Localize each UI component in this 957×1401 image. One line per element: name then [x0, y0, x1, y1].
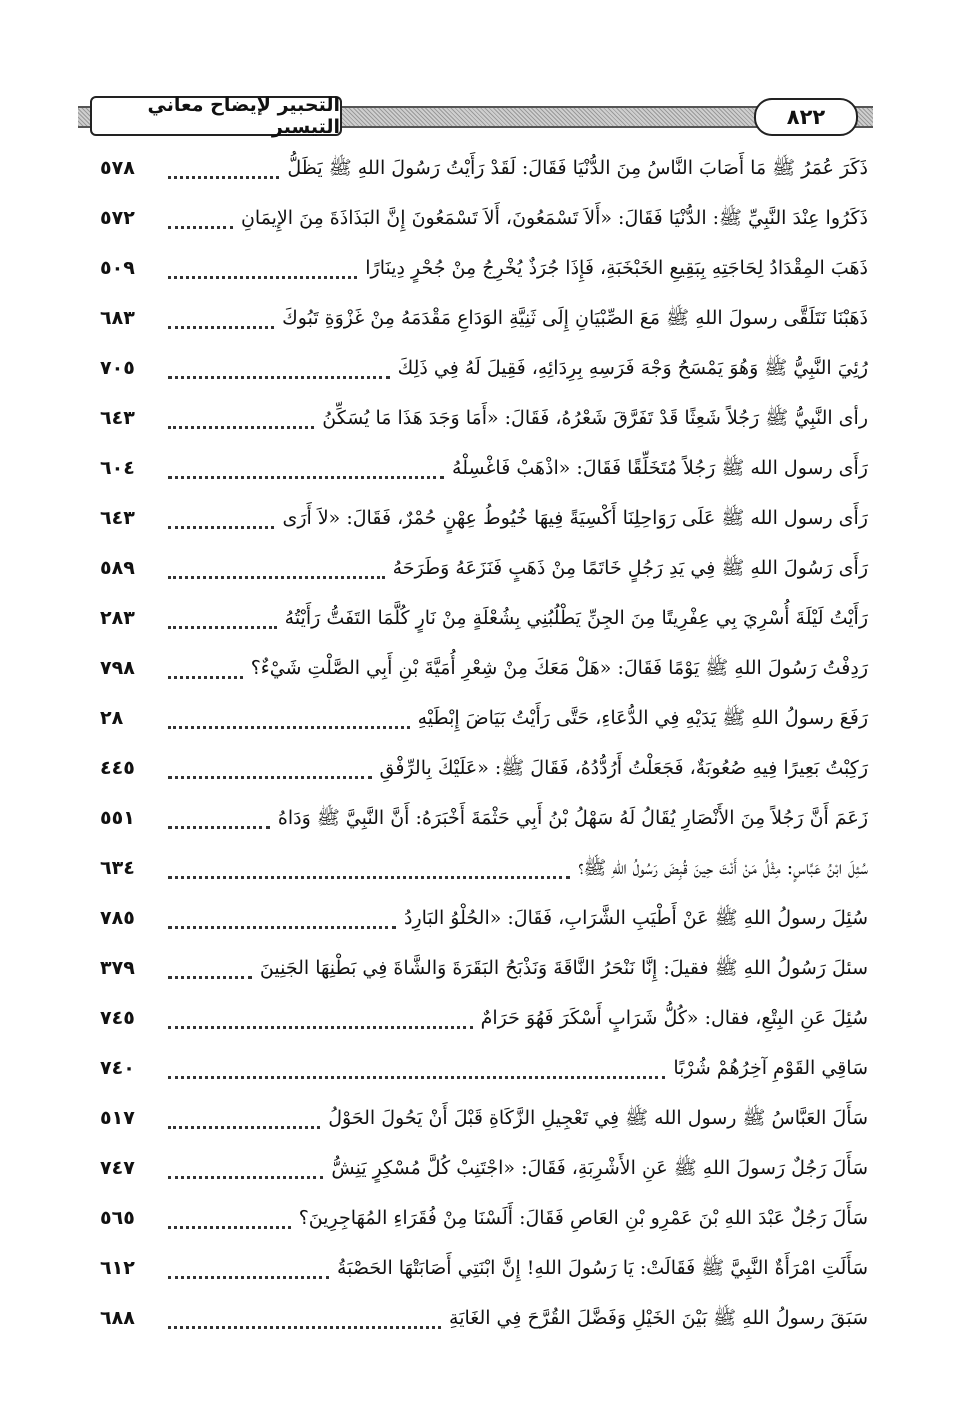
entry-page-number: ٧٩٨ — [100, 657, 135, 679]
index-list — [100, 143, 868, 1343]
index-entry — [100, 393, 868, 443]
index-entry — [100, 543, 868, 593]
entry-page-number: ٧٤٥ — [100, 1007, 135, 1029]
entry-text: سئلَ رَسُولُ اللهِ ﷺ فقيلَ: إِنَّا نَنْحَرُ النَّاقَةَ وَنَذْبَحُ البَقَرَةَ وَالشَّاةَ فِي بَطْنِهَا الجَنِينَ — [259, 957, 868, 979]
entry-page-number: ٦١٢ — [100, 1257, 135, 1279]
page-number: ٨٢٢ — [754, 98, 858, 136]
dot-leader — [168, 176, 279, 179]
index-entry — [100, 793, 868, 843]
entry-page-number: ٣٧٩ — [100, 957, 135, 979]
entry-page-number: ٦٤٣ — [100, 407, 135, 429]
dot-leader — [168, 1276, 329, 1279]
entry-page-number: ٦٤٣ — [100, 507, 135, 529]
dot-leader — [168, 1026, 473, 1029]
entry-text: رأى النَّبِيُّ ﷺ رَجُلاً شَعِثًا قَدْ تَفَرَّقَ شَعْرُهُ، فَقَالَ: «أَمَا وَجَدَ هَذَا مَا يُسَكِّنُ — [322, 407, 868, 429]
index-entry — [100, 243, 868, 293]
index-entry — [100, 693, 868, 743]
dot-leader — [168, 726, 410, 729]
index-entry — [100, 1043, 868, 1093]
entry-page-number: ٥٨٩ — [100, 557, 135, 579]
entry-page-number: ٥٧٨ — [100, 157, 135, 179]
book-title: التحبير لإيضاح معاني التيسير — [90, 96, 342, 136]
entry-text: سُئِلَ عَنِ البِتْعِ، فقال: «كُلُّ شَرَابٍ أَسْكَرَ فَهُوَ حَرَامٌ — [480, 1007, 868, 1029]
dot-leader — [168, 476, 444, 479]
dot-leader — [168, 576, 385, 579]
dot-leader — [168, 326, 274, 329]
index-entry — [100, 893, 868, 943]
index-entry — [100, 293, 868, 343]
entry-page-number: ٤٤٥ — [100, 757, 135, 779]
entry-text: رُئِيَ النَّبِيُّ ﷺ وَهُوَ يَمْسَحُ وَجْهَ فَرَسِهِ بِرِدَائِهِ، فَقِيلَ لَهُ فِي ذَلِكَ — [397, 357, 868, 379]
dot-leader — [168, 376, 390, 379]
dot-leader — [168, 1226, 291, 1229]
entry-text: ذَهَبْنَا نَتَلَقَّى رسولَ اللهِ ﷺ مَعَ الصِّبْيَانِ إِلَى ثَنِيَّةِ الوَدَاعِ مَقْدَمَهُ مِنْ غَزْوَةِ تَبُوكَ — [282, 307, 868, 329]
index-entry — [100, 993, 868, 1043]
dot-leader — [168, 876, 570, 879]
index-entry — [100, 1193, 868, 1243]
dot-leader — [168, 776, 372, 779]
entry-text: سَاقِي القَوْمِ آخِرُهُمْ شُرْبًا — [673, 1057, 868, 1079]
index-entry — [100, 743, 868, 793]
index-entry — [100, 943, 868, 993]
entry-page-number: ٦٨٨ — [100, 1307, 135, 1329]
index-entry — [100, 593, 868, 643]
dot-leader — [168, 626, 277, 629]
dot-leader — [168, 426, 314, 429]
entry-page-number: ٥٦٥ — [100, 1207, 135, 1229]
entry-text: رَفَعَ رسولُ اللهِ ﷺ يَدَيْهِ فِي الدُّعَاءِ، حَتَّى رَأَيْتُ بَيَاضَ إِبْطَيْهِ — [417, 707, 868, 729]
index-entry — [100, 143, 868, 193]
entry-page-number: ٧٨٥ — [100, 907, 135, 929]
entry-text: رَأَى رَسُولَ اللهِ ﷺ فِي يَدِ رَجُلٍ خَاتَمًا مِنْ ذَهَبٍ فَنَزَعَهُ وَطَرَحَهُ — [392, 557, 868, 579]
entry-page-number: ٥٠٩ — [100, 257, 135, 279]
entry-page-number: ٦٨٣ — [100, 307, 135, 329]
entry-text: سُئِلَ ابْنُ عَبَّاسٍ: مِثْلُ مَنْ أَنْتَ حِينَ قُبِضَ رَسُولُ اللهِ ﷺ؟ — [578, 857, 868, 879]
dot-leader — [168, 1076, 665, 1079]
entry-page-number: ٥٥١ — [100, 807, 135, 829]
entry-text: رَأَى رسول الله ﷺ رَجُلاً مُتَخَلِّقًا فَقَالَ: «اذْهَبْ فَاغْسِلْهُ — [452, 457, 868, 479]
entry-text: رَكِبْتُ بَعِيرًا فِيهِ صُعُوبَةٌ، فَجَعَلْتُ أَرُدُّدُهُ، فَقَالَ ﷺ: «عَلَيْكَ بِالرِّفْقِ — [379, 757, 868, 779]
entry-text: ذَكَرُوا عِنْدَ النَّبِيِّ ﷺ: الدُّنْيَا فَقَالَ: «أَلاَ تَسْمَعُونَ، أَلاَ تَسْمَعُونَ إِنَّ البَذَاذَةَ مِنَ الإِيمَانِ — [240, 207, 868, 229]
entry-text: سَأَلَتِ امْرَأَةٌ النَّبِيَّ ﷺ فَقَالَتْ: يَا رَسُولَ اللهِ! إِنَّ ابْنَتِي أَصَابَتْهَا الحَصْبَةُ — [337, 1257, 868, 1279]
entry-text: سَأَلَ رَجُلٌ رَسولَ اللهِ ﷺ عَنِ الأَشْرِبَةِ، فَقَالَ: «اجْتَنِبْ كُلَّ مُسْكِرٍ يَنِشُّ — [331, 1157, 868, 1179]
dot-leader — [168, 676, 243, 679]
entry-page-number: ٦٣٤ — [100, 857, 135, 879]
entry-text: سَبَقَ رسولُ اللهِ ﷺ بَيْنَ الخَيْلِ وَفَضَّلَ القُرَّحَ فِي الغَايَةِ — [449, 1307, 868, 1329]
entry-text: زَعَمَ أَنَّ رَجُلاً مِنَ الأَنْصَارِ يُقَالُ لَهُ سَهْلُ بْنُ أَبِي حَثْمَةَ أَخْبَرَهُ: أَنَّ النَّبِيَّ ﷺ وَدَاهُ — [277, 807, 868, 829]
entry-page-number: ٦٠٤ — [100, 457, 135, 479]
entry-page-number: ٥٧٢ — [100, 207, 135, 229]
entry-page-number: ٢٨٣ — [100, 607, 135, 629]
entry-page-number: ٧٤٧ — [100, 1157, 135, 1179]
dot-leader — [168, 276, 357, 279]
page-header — [78, 96, 873, 138]
entry-text: رَأَى رسول الله ﷺ عَلَى رَوَاحِلِنَا أَكْسِيَةً فِيهَا خُيُوطُ عِهْنٍ حُمْرٌ، فَقَالَ: «لاَ أَرَى — [282, 507, 868, 529]
entry-text: سُئِلَ رسولُ اللهِ ﷺ عَنْ أَطْيَبِ الشَّرَابِ، فَقَالَ: «الحُلْوُ البَارِدُ — [404, 907, 868, 929]
index-entry — [100, 343, 868, 393]
entry-text: رَأَيْتُ لَيْلَةَ أُسْرِيَ بِي عِفْرِيتًا مِنَ الجِنِّ يَطْلُبُنِي بِشُعْلَةٍ مِنْ نَارٍ كُلَّمَا التَفَتُّ رَأَيْتُهُ — [284, 607, 868, 629]
index-entry — [100, 193, 868, 243]
entry-text: سَأَلَ رَجُلٌ عَبْدَ اللهِ بْنَ عَمْرِو بْنِ العَاصِ فَقَالَ: أَلَسْنَا مِنْ فُقَرَاءِ المُهَاجِرِينَ؟ — [298, 1207, 868, 1229]
dot-leader — [168, 1176, 323, 1179]
dot-leader — [168, 526, 274, 529]
dot-leader — [168, 226, 233, 229]
entry-text: ذَهَبَ المِقْدَادُ لِحَاجَتِهِ بِبَقِيعِ الخَبْخَبَةِ، فَإِذَا جُرَذٌ يُخْرِجُ مِنْ جُحْرٍ دِينَارًا — [365, 257, 868, 279]
entry-text: سَأَلَ العَبَّاسُ ﷺ رسول الله ﷺ فِي تَعْجِيلِ الزَّكَاةِ قَبْلَ أَنْ يَحُولَ الحَوْلُ — [328, 1107, 868, 1129]
index-entry — [100, 493, 868, 543]
entry-text: ذَكَرَ عُمَرُ ﷺ مَا أَصَابَ النَّاسُ مِنَ الدُّنْيَا فَقَالَ: لَقَدْ رَأَيْتُ رَسُولَ اللهِ ﷺ يَظَلُّ — [287, 157, 868, 179]
dot-leader — [168, 826, 270, 829]
entry-page-number: ٥١٧ — [100, 1107, 135, 1129]
entry-page-number: ٧٤٠ — [100, 1057, 135, 1079]
index-entry — [100, 1143, 868, 1193]
index-entry — [100, 1243, 868, 1293]
entry-text: رَدِفْتُ رَسُولَ اللهِ ﷺ يَوْمًا فَقَالَ: «هَلْ مَعَكَ مِنْ شِعْرِ أُمَيَّةَ بْنِ أَبِي الصَّلْتِ شَيْءٌ؟ — [250, 657, 868, 679]
index-entry — [100, 1093, 868, 1143]
index-entry — [100, 843, 868, 893]
index-entry — [100, 1293, 868, 1343]
dot-leader — [168, 926, 396, 929]
dot-leader — [168, 976, 252, 979]
index-entry — [100, 443, 868, 493]
entry-page-number: ٧٠٥ — [100, 357, 135, 379]
index-entry — [100, 643, 868, 693]
dot-leader — [168, 1126, 320, 1129]
dot-leader — [168, 1326, 441, 1329]
entry-page-number: ٢٨ — [100, 707, 124, 729]
